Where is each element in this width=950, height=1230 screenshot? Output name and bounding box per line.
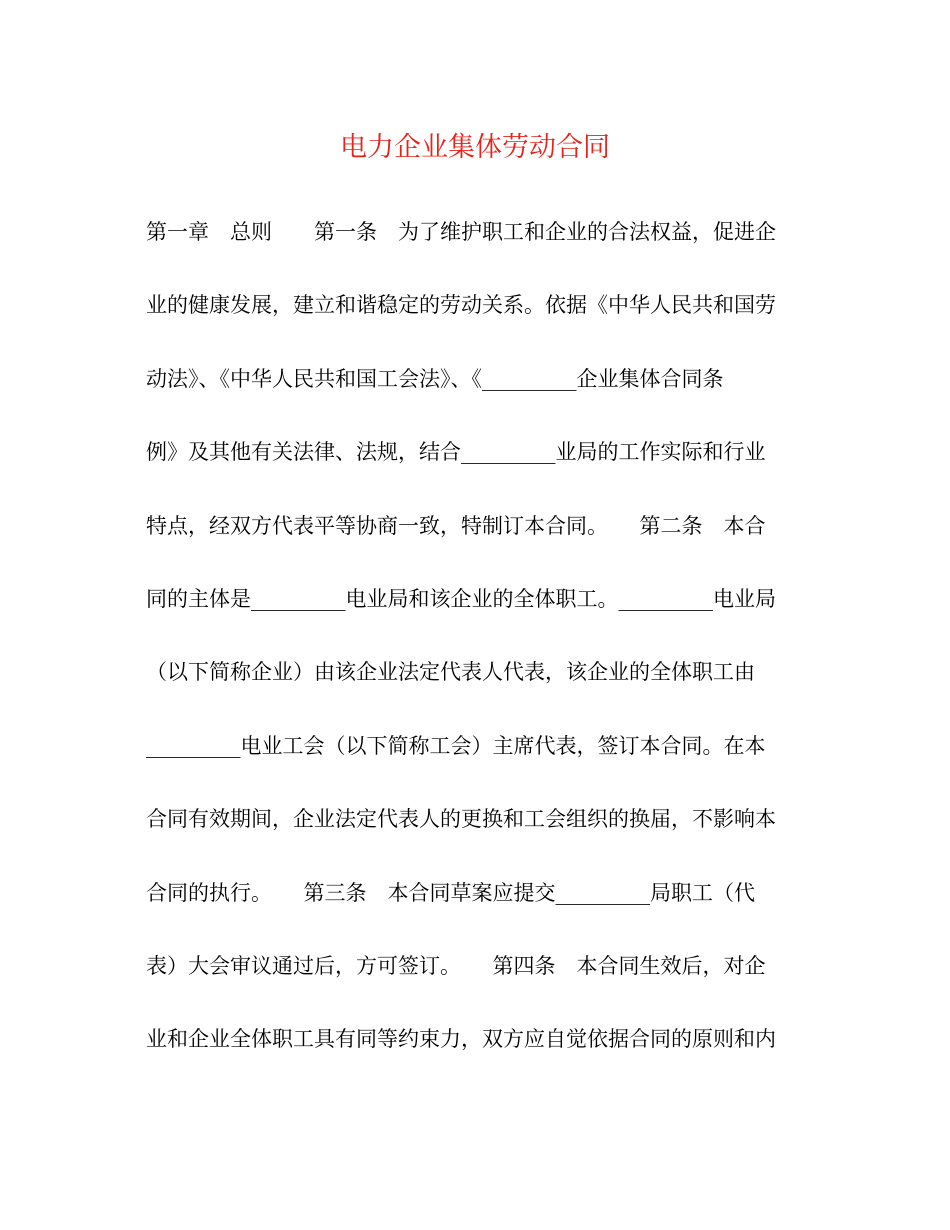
body-line: 业和企业全体职工具有同等约束力，双方应自觉依据合同的原则和内: [146, 1027, 776, 1052]
body-line: 动法》、《中华人民共和国工会法》、《_________企业集体合同条: [146, 366, 724, 391]
document-title: 电力企业集体劳动合同: [340, 132, 610, 163]
document-body: [146, 212, 806, 1093]
body-line: 合同的执行。 第三条 本合同草案应提交_________局职工（代: [146, 880, 755, 905]
body-line: 例》及其他有关法律、法规，结合_________业局的工作实际和行业: [146, 440, 766, 465]
body-line: 表）大会审议通过后，方可签订。 第四条 本合同生效后，对企: [146, 953, 766, 978]
body-line: （以下简称企业）由该企业法定代表人代表，该企业的全体职工由: [146, 660, 755, 685]
body-line: 合同有效期间，企业法定代表人的更换和工会组织的换届，不影响本: [146, 807, 776, 832]
body-line: 业的健康发展，建立和谐稳定的劳动关系。依据《中华人民共和国劳: [146, 293, 776, 318]
body-line: _________电业工会（以下简称工会）主席代表，签订本合同。在本: [146, 733, 766, 758]
body-line: 同的主体是_________电业局和该企业的全体职工。_________电业局: [146, 586, 776, 611]
body-line: 第一章 总则 第一条 为了维护职工和企业的合法权益，促进企: [146, 220, 776, 244]
body-line: 特点，经双方代表平等协商一致，特制订本合同。 第二条 本合: [146, 513, 766, 538]
